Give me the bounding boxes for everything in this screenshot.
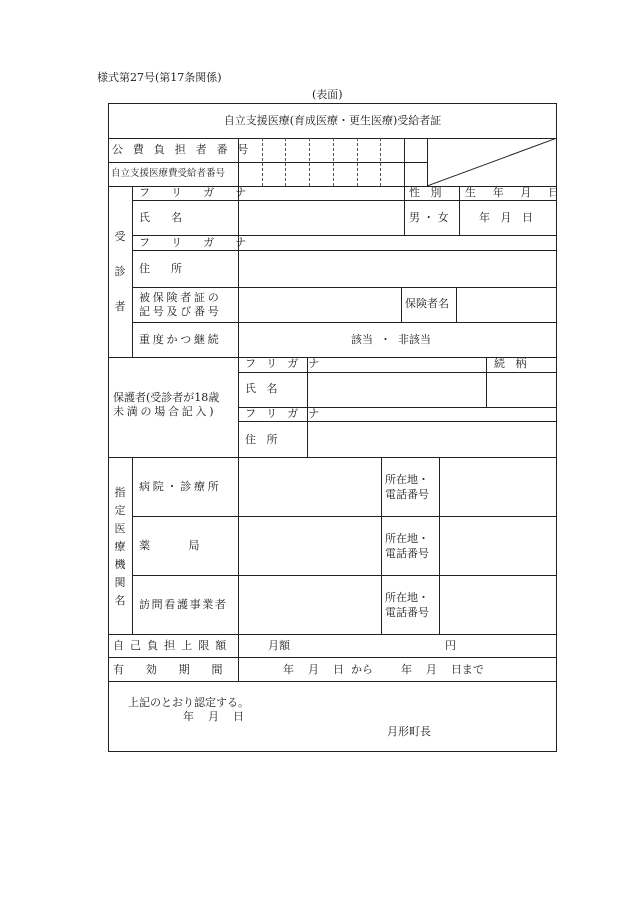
copay-yen-label: 円 [445,639,456,652]
diagonal-strike [427,138,557,186]
divider [381,457,382,634]
sex-label: 性 別 [409,186,442,199]
divider [439,457,440,634]
insurance-label-line2: 記号及び番号 [139,305,222,318]
certification-statement: 上記のとおり認定する。 [128,696,249,709]
divider [108,634,557,635]
divider [456,287,457,322]
insurer-name-label: 保険者名 [405,297,449,310]
public-payer-number-label: 公費負担者番号 [112,143,259,156]
divider [108,357,557,358]
validity-value: 年 月 日 から 年 月 日まで [283,663,484,676]
certification-date: 年 月 日 [183,710,244,723]
certificate-title: 自立支援医療(育成医療・更生医療)受給者証 [223,114,442,127]
dob-value: 年 月 日 [479,211,533,224]
hospital-label: 病院・診療所 [139,480,222,493]
divider [132,287,557,288]
divider [132,250,557,251]
guardian-name-label: 氏 名 [245,382,278,395]
validity-label: 有 効 期 間 [113,663,228,676]
location-label-line1: 所在地・ [385,532,429,545]
institution-section-char: 指 [114,486,126,499]
digit-separator [380,138,381,186]
guardian-relation-label: 続 柄 [494,357,527,370]
divider [459,186,460,236]
dob-label: 生 年 月 日 [465,186,566,199]
divider [108,657,557,658]
guardian-address-furigana-label: フ リ ガ ナ [245,407,323,420]
pharmacy-label: 薬 局 [139,539,200,552]
guardian-label-line1: 保護者(受診者が18歳 [113,391,220,404]
patient-address-furigana-label: フ リ ガ ナ [139,236,256,249]
guardian-label-line2: 未満の場合記入) [113,405,217,418]
divider [486,357,487,407]
location-label-line1: 所在地・ [385,591,429,604]
divider [132,575,557,576]
location-label-line1: 所在地・ [385,473,429,486]
divider [132,200,557,201]
serious-value: 該当 ・ 非該当 [351,333,431,346]
institution-section-char: 療 [114,540,126,553]
institution-section-char: 医 [114,522,126,535]
divider [404,138,405,186]
divider [404,186,405,236]
serious-label: 重度かつ継続 [139,333,222,346]
face-label: (表面) [312,88,343,101]
digit-separator [333,138,334,186]
patient-section-char: 者 [114,300,126,313]
certification-issuer: 月形町長 [387,725,431,738]
divider [238,372,557,373]
sex-value: 男・女 [409,211,452,224]
institution-section-char: 名 [114,594,126,607]
recipient-number-label: 自立支援医療費受給者番号 [111,168,226,179]
digit-separator [309,138,310,186]
nursing-label: 訪問看護事業者 [139,598,228,611]
copay-limit-label: 自己負担上限額 [113,639,233,652]
divider [238,421,557,422]
guardian-address-label: 住 所 [245,433,278,446]
patient-section-char: 受 [114,230,126,243]
digit-separator [285,138,286,186]
insurance-label-line1: 被保険者証の [139,291,222,304]
patient-address-label: 住 所 [139,262,182,275]
institution-section-char: 定 [114,504,126,517]
divider [238,634,239,681]
location-label-line2: 電話番号 [385,606,429,619]
divider [401,287,402,322]
digit-separator [357,138,358,186]
guardian-furigana-label: フ リ ガ ナ [245,357,323,370]
copay-monthly-label: 月額 [268,639,290,652]
divider [238,457,239,634]
divider [238,357,239,457]
institution-section-char: 機 [114,558,126,571]
divider [132,516,557,517]
patient-section-char: 診 [114,265,126,278]
divider [108,457,557,458]
divider [132,457,133,634]
digit-separator [262,138,263,186]
location-label-line2: 電話番号 [385,488,429,501]
patient-furigana-label: フ リ ガ ナ [139,186,256,199]
divider [132,322,557,323]
patient-name-label: 氏 名 [139,211,182,224]
institution-section-char: 関 [114,576,126,589]
form-number: 様式第27号(第17条関係) [97,71,222,84]
divider [108,681,557,682]
divider [132,186,133,357]
location-label-line2: 電話番号 [385,547,429,560]
